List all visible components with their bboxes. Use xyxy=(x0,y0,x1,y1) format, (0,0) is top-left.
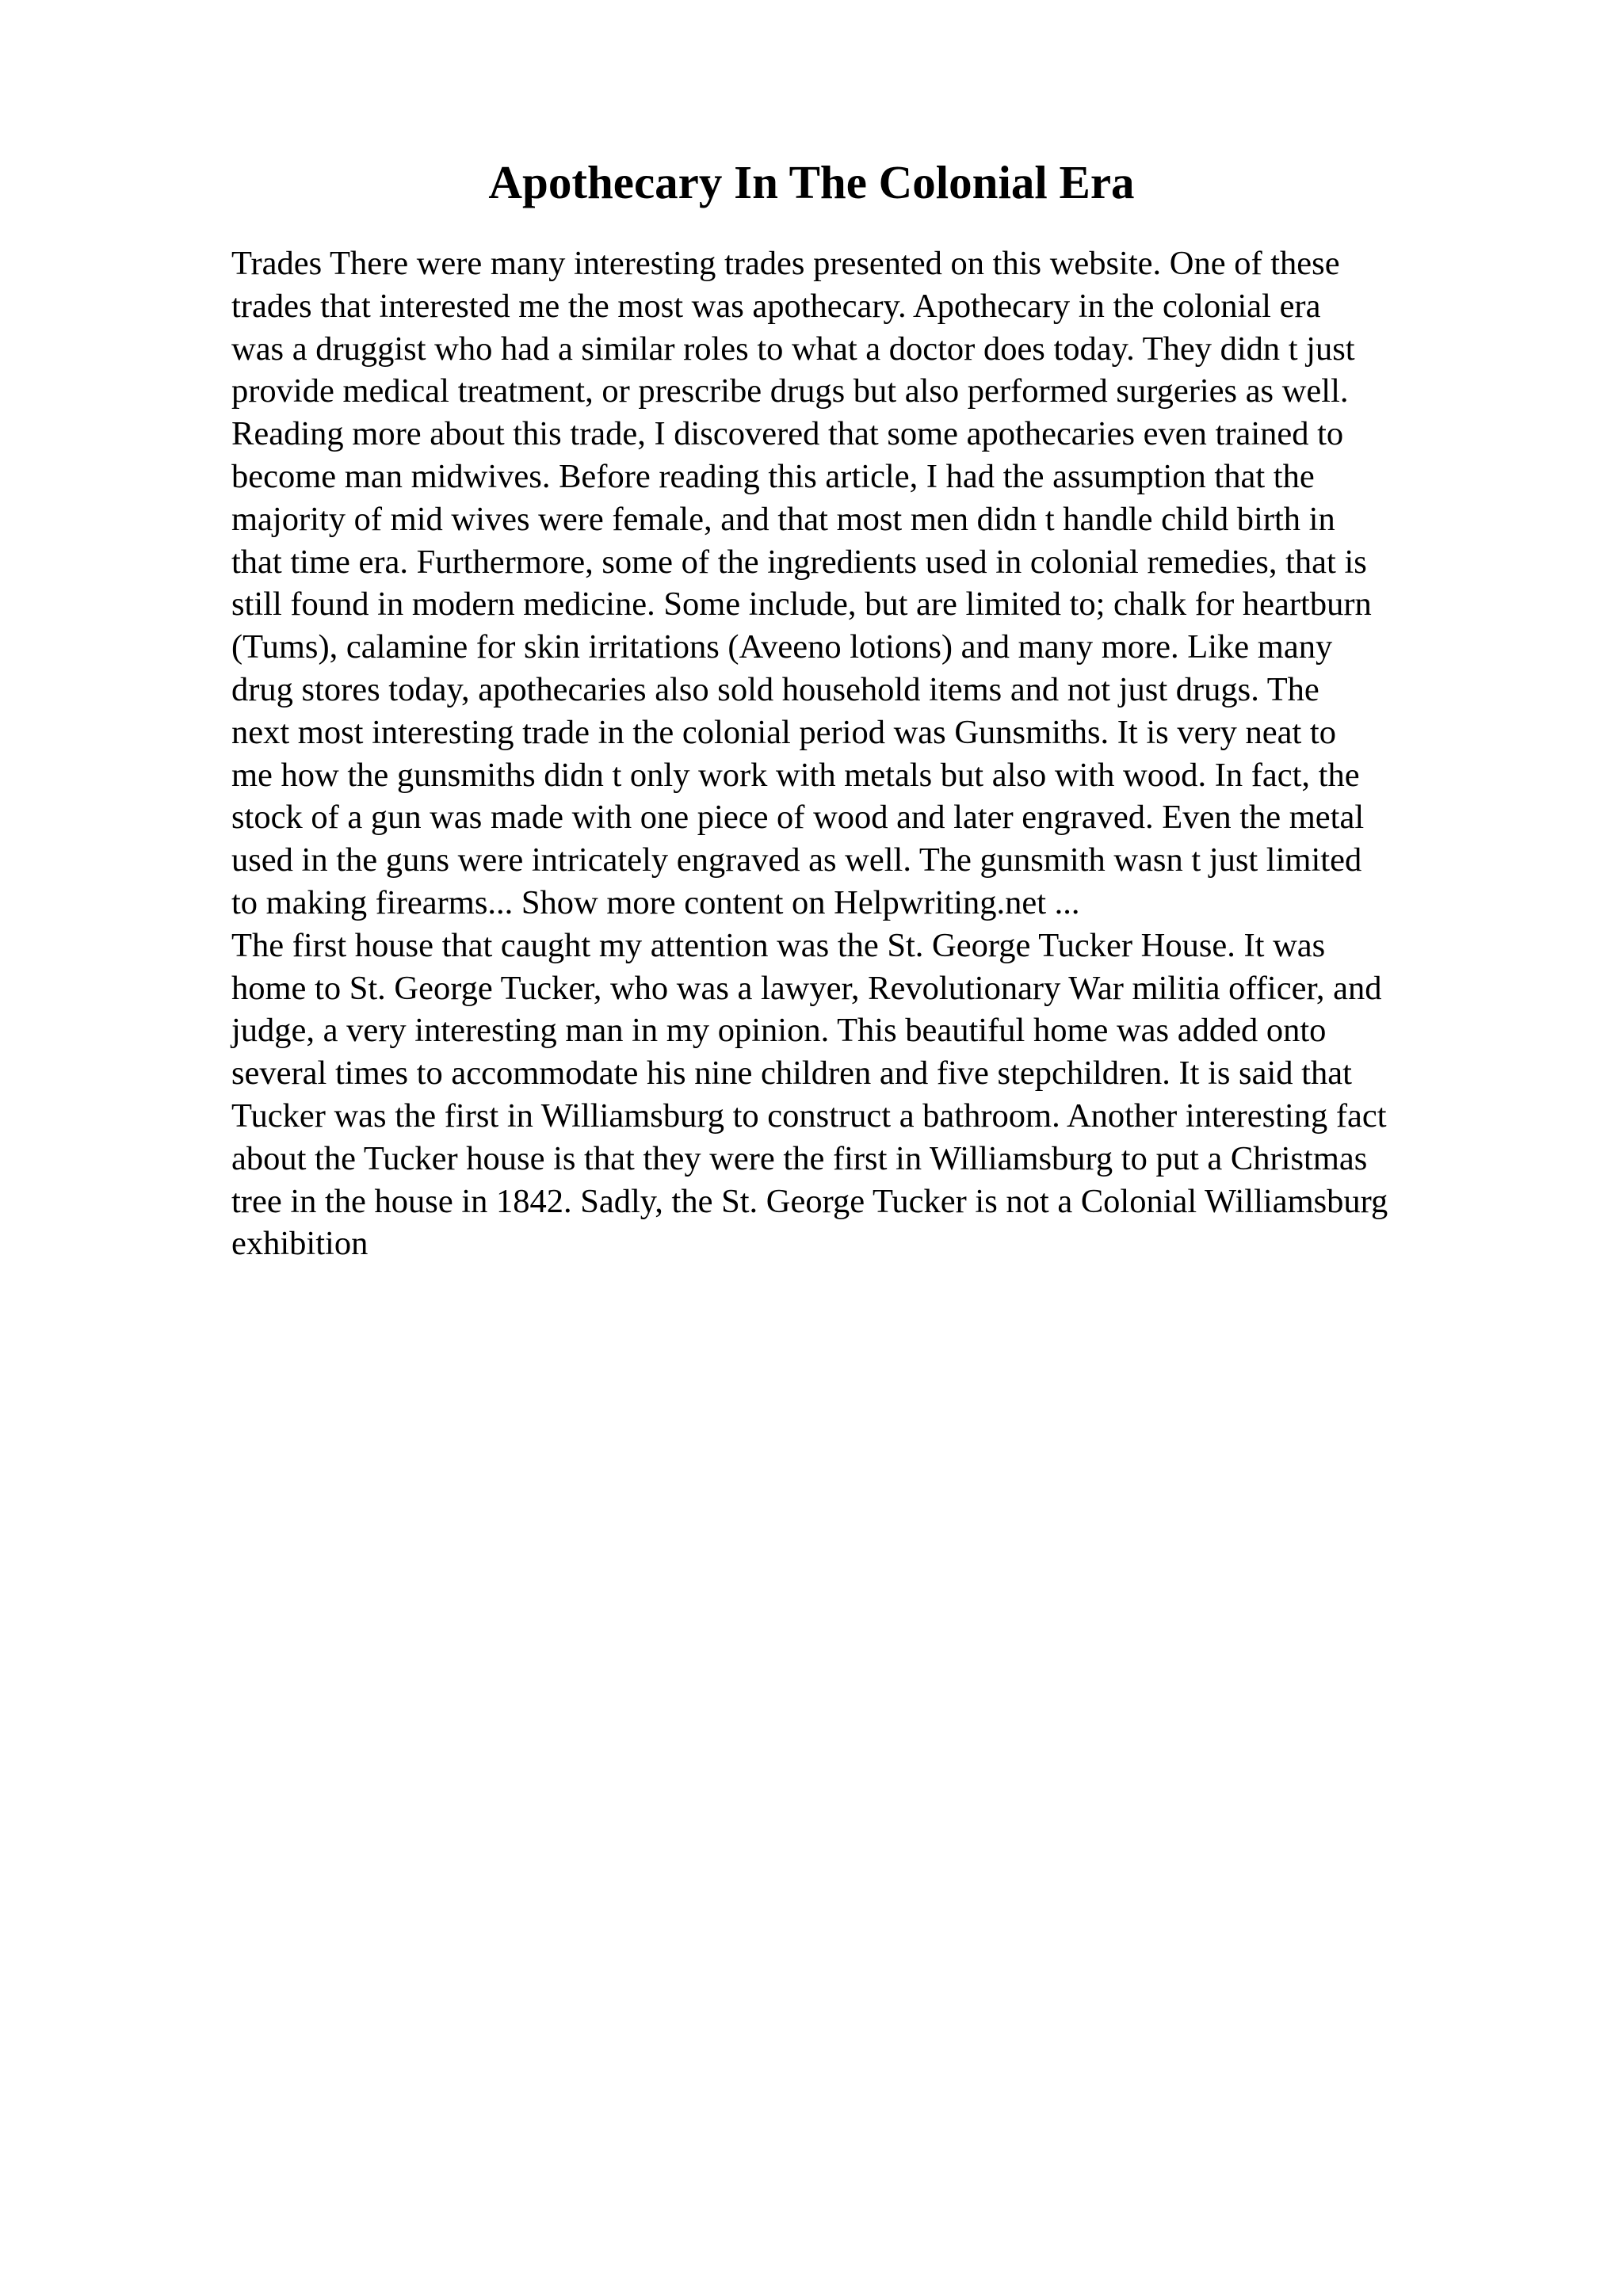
text-line: still found in modern medicine. Some include, but are limited to; chalk for heartburn xyxy=(231,585,1372,624)
text-line: exhibition xyxy=(231,1225,369,1263)
text-line: about the Tucker house is that they were the first in Williamsburg to put a Christmas xyxy=(231,1139,1368,1177)
text-line: Tucker was the first in Williamsburg to construct a bathroom. Another interesting fact xyxy=(231,1097,1387,1135)
text-line: (Tums), calamine for skin irritations (Aveeno lotions) and many more. Like many xyxy=(231,628,1333,666)
document-title: Apothecary In The Colonial Era xyxy=(488,156,1135,208)
text-line: provide medical treatment, or prescribe drugs but also performed surgeries as well. xyxy=(231,372,1349,410)
document-body xyxy=(231,242,1531,1265)
text-line: trades that interested me the most was apothecary. Apothecary in the colonial era xyxy=(231,287,1321,325)
text-line: drug stores today, apothecaries also sold household items and not just drugs. The xyxy=(231,670,1319,708)
text-line: that time era. Furthermore, some of the ingredients used in colonial remedies, that is xyxy=(231,543,1367,581)
text-line: to making firearms... Show more content on Helpwriting.net ... xyxy=(231,883,1080,921)
text-line: was a druggist who had a similar roles to what a doctor does today. They didn t just xyxy=(231,330,1355,368)
text-line: next most interesting trade in the colonial period was Gunsmiths. It is very neat to xyxy=(231,713,1336,751)
text-line: Trades There were many interesting trades presented on this website. One of these xyxy=(231,245,1340,282)
text-line: become man midwives. Before reading this article, I had the assumption that the xyxy=(231,457,1315,495)
text-line: majority of mid wives were female, and that most men didn t handle child birth in xyxy=(231,500,1335,538)
text-line: judge, a very interesting man in my opinion. This beautiful home was added onto xyxy=(231,1012,1327,1050)
text-line: tree in the house in 1842. Sadly, the St. George Tucker is not a Colonial Williamsburg xyxy=(231,1182,1388,1220)
text-line: home to St. George Tucker, who was a lawyer, Revolutionary War militia officer, and xyxy=(231,969,1382,1007)
text-line: stock of a gun was made with one piece of wood and later engraved. Even the metal xyxy=(231,799,1365,837)
text-line: me how the gunsmiths didn t only work with metals but also with wood. In fact, the xyxy=(231,756,1360,794)
text-line: used in the guns were intricately engraved as well. The gunsmith wasn t just limited xyxy=(231,841,1362,879)
text-line: The first house that caught my attention was the St. George Tucker House. It was xyxy=(231,926,1326,964)
text-line: several times to accommodate his nine children and five stepchildren. It is said that xyxy=(231,1055,1352,1093)
text-line: Reading more about this trade, I discovered that some apothecaries even trained to xyxy=(231,415,1344,453)
